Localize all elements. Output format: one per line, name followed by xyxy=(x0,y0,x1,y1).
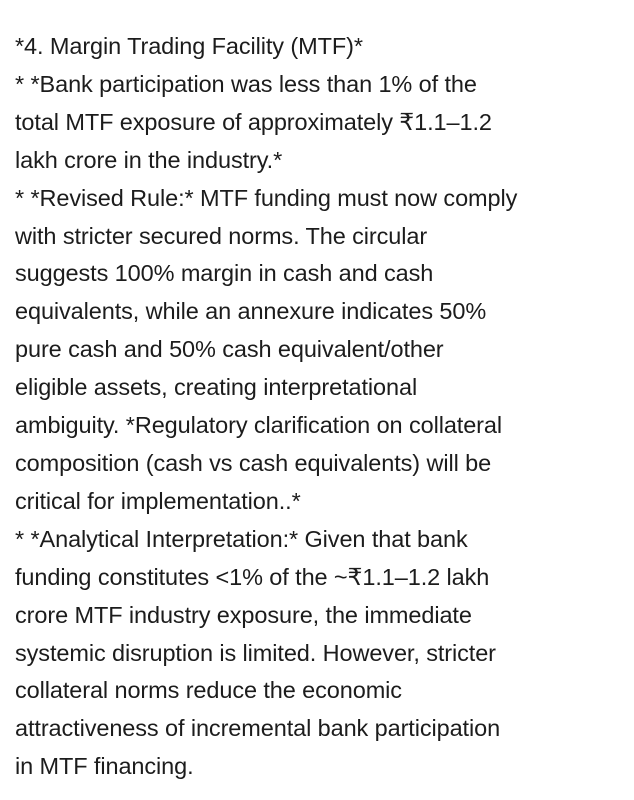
text-line: composition (cash vs cash equivalents) will be xyxy=(15,449,492,476)
bullet-revised-rule: * *Revised Rule:* MTF funding must now comply xyxy=(15,184,518,211)
bullet-analytical-interpretation: * *Analytical Interpretation:* Given that bank xyxy=(15,525,468,552)
document-body xyxy=(15,28,627,786)
text-line: funding constitutes <1% of the ~₹1.1–1.2 lakh xyxy=(15,563,490,590)
text-line: with stricter secured norms. The circular xyxy=(15,222,428,249)
text-line: systemic disruption is limited. However, stricter xyxy=(15,639,496,666)
section-heading: *4. Margin Trading Facility (MTF)* xyxy=(15,33,363,59)
text-line: equivalents, while an annexure indicates 50% xyxy=(15,298,487,325)
text-line: collateral norms reduce the economic xyxy=(15,677,402,704)
text-line: critical for implementation..* xyxy=(15,487,301,514)
bullet-bank-participation: * *Bank participation was less than 1% of the xyxy=(15,70,477,97)
text-line: pure cash and 50% cash equivalent/other xyxy=(15,336,444,363)
text-line: attractiveness of incremental bank participation xyxy=(15,715,501,742)
text-line: total MTF exposure of approximately ₹1.1–1.2 xyxy=(15,108,492,135)
text-line: ambiguity. *Regulatory clarification on collateral xyxy=(15,412,502,439)
text-line: eligible assets, creating interpretational xyxy=(15,374,418,401)
text-line: in MTF financing. xyxy=(15,753,194,780)
text-line: crore MTF industry exposure, the immediate xyxy=(15,601,472,628)
text-line: suggests 100% margin in cash and cash xyxy=(15,260,434,287)
text-line: lakh crore in the industry.* xyxy=(15,146,283,173)
